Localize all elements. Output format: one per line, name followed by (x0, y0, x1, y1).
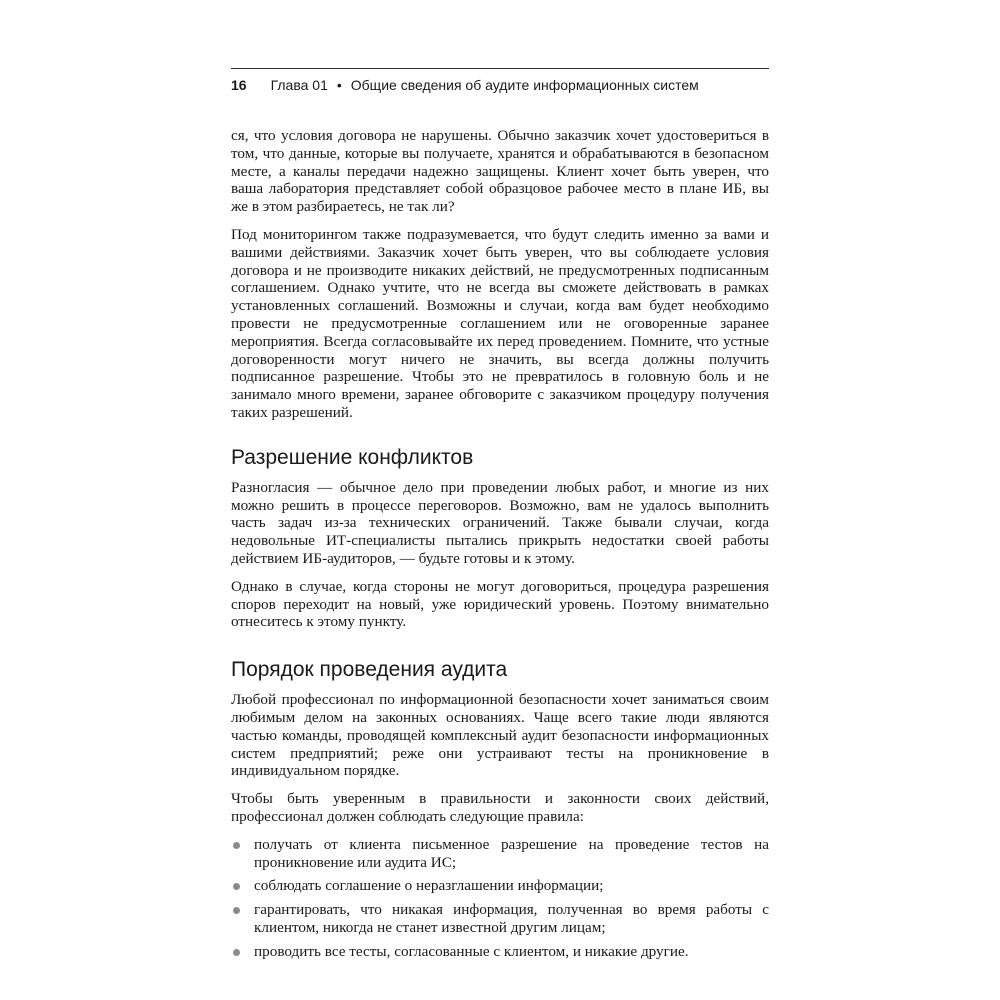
paragraph: Однако в случае, когда стороны не могут договориться, процедура разрешения споров переходит на новый, уже юридический уровень. Поэтому внимательно отнеситесь к этому пункту. (231, 577, 769, 631)
paragraph: Разногласия — обычное дело при проведении любых работ, и многие из них можно решить в процессе переговоров. Возможно, вам не удалось выполнить часть задач из-за технических ограничений. Также бывали случаи, когда недовольные ИТ-специалисты пытались прикрыть недостатки своей работы действием ИБ-аудиторов, — будьте готовы и к этому. (231, 478, 769, 567)
page-number: 16 (231, 77, 247, 93)
bullet-icon (233, 949, 240, 956)
list-item-text: получать от клиента письменное разрешение на проведение тестов на проникновение или аудита ИС; (254, 835, 769, 871)
bullet-icon (233, 883, 240, 890)
list-item (231, 877, 769, 895)
list-item-text: проводить все тесты, согласованные с клиентом, и никакие другие. (254, 942, 689, 960)
section-heading-audit-procedure: Порядок проведения аудита (231, 658, 508, 682)
rules-list (231, 836, 769, 961)
running-header (231, 76, 769, 94)
bullet-icon (233, 907, 240, 914)
list-item (231, 836, 769, 872)
paragraph: ся, что условия договора не нарушены. Обычно заказчик хочет удостовериться в том, что данные, которые вы получаете, хранятся и обрабатываются в безопасном месте, а каналы передачи надежно защищены. Клиент хочет быть уверен, что ваша лаборатория представляет собой образцовое рабочее место в плане ИБ, вы же в этом разбираетесь, не так ли? (231, 127, 769, 216)
chapter-title: Общие сведения об аудите информационных систем (350, 77, 699, 93)
book-page (231, 68, 769, 966)
list-item-text: гарантировать, что никакая информация, полученная во время работы с клиентом, никогда не станет известной другим лицам; (254, 901, 769, 936)
page-content (231, 127, 769, 960)
paragraph: Чтобы быть уверенным в правильности и законности своих действий, профессионал должен соблюдать следующие правила: (231, 790, 769, 825)
list-item (231, 901, 769, 937)
header-separator: • (336, 77, 342, 93)
paragraph: Любой профессионал по информационной безопасности хочет заниматься своим любимым делом на законных основаниях. Чаще всего такие люди являются частью команды, проводящей комплексный аудит безопасности информационных систем предприятий; реже они устраивают тесты на проникновение в индивидуальном порядке. (231, 691, 769, 780)
section-heading-conflicts: Разрешение конфликтов (231, 445, 474, 469)
paragraph: Под мониторингом также подразумевается, что будут следить именно за вами и вашими действиями. Заказчик хочет быть уверен, что вы соблюдаете условия договора и не производите никаких действий, не предусмотренных подписанным соглашением. Однако учтите, что не всегда вы сможете действовать в рамках установленных соглашений. Возможны и случаи, когда вам будет необходимо провести не предусмотренные соглашением или не оговоренные заранее мероприятия. Всегда согласовывайте их перед проведением. Помните, что устные договоренности могут ничего не значить, вы всегда должны получить подписанное разрешение. Чтобы это не превратилось в головную боль и не занимало много времени, заранее обговорите с заказчиком процедуру получения таких разрешений. (231, 225, 769, 421)
list-item-text: соблюдать соглашение о неразглашении информации; (254, 877, 604, 895)
header-rule (231, 68, 769, 69)
chapter-label: Глава 01 (270, 77, 328, 93)
bullet-icon (233, 842, 240, 849)
list-item (231, 943, 769, 961)
